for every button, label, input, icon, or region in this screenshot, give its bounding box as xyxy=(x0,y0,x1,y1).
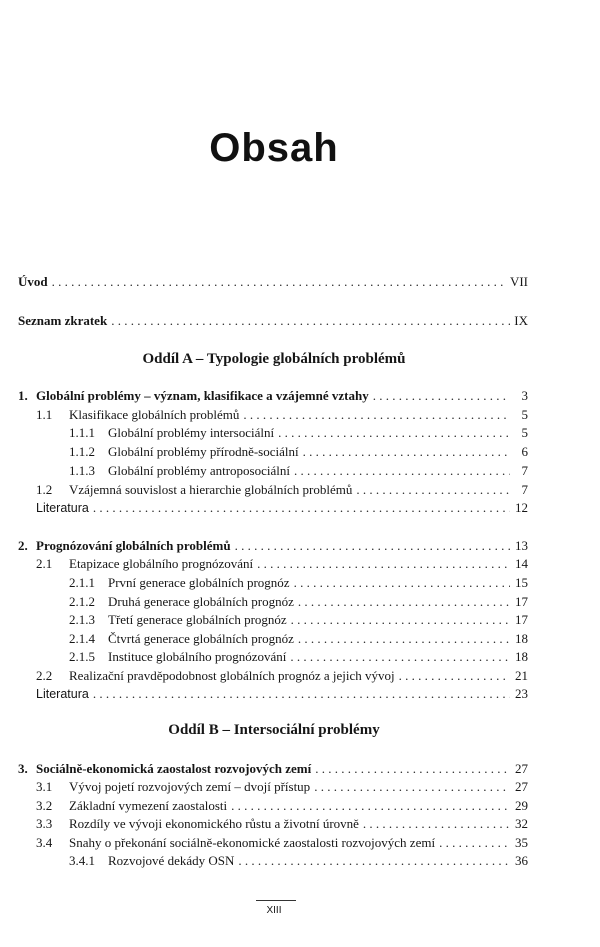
toc-entry-page: 27 xyxy=(515,779,528,794)
leader-dots xyxy=(52,273,506,291)
toc-chapter-number: 1. xyxy=(18,388,28,403)
leader-dots xyxy=(238,852,510,870)
leader-dots xyxy=(298,630,510,648)
toc-entry-3-4[interactable] xyxy=(36,834,528,852)
page-number: XIII xyxy=(266,905,282,916)
toc-entry-label: Instituce globálního prognózování xyxy=(108,649,287,664)
leader-dots xyxy=(303,443,510,461)
toc-entry-page: 17 xyxy=(515,612,528,627)
toc-entry-page: 5 xyxy=(521,407,528,422)
leader-dots xyxy=(373,387,510,405)
toc-entry-2-2[interactable] xyxy=(36,667,528,685)
toc-entry-literatura-2[interactable] xyxy=(36,685,528,703)
toc-chapter-label: Sociálně-ekonomická zaostalost rozvojových zemí xyxy=(36,761,312,776)
toc-entry-label: Literatura xyxy=(36,501,89,515)
toc-entry-number: 1.1.1 xyxy=(69,425,95,440)
toc-entry-number: 1.2 xyxy=(36,482,53,497)
leader-dots xyxy=(235,537,510,555)
toc-entry-number: 3.4 xyxy=(36,835,53,850)
leader-dots xyxy=(298,593,510,611)
section-heading-a: Oddíl A – Typologie globálních problémů xyxy=(142,351,406,367)
toc-entry-number: 2.2 xyxy=(36,668,53,683)
leader-dots xyxy=(231,797,510,815)
toc-entry-number: 1.1.2 xyxy=(69,444,95,459)
toc-entry-page: 18 xyxy=(515,649,528,664)
toc-entry-1-2[interactable] xyxy=(36,481,528,499)
leader-dots xyxy=(363,815,510,833)
toc-entry-label: Etapizace globálního prognózování xyxy=(69,556,254,571)
section-heading-b: Oddíl B – Intersociální problémy xyxy=(168,722,380,738)
toc-entry-1-1-2[interactable] xyxy=(69,443,528,461)
leader-dots xyxy=(315,760,510,778)
page-title: Obsah xyxy=(209,126,339,170)
toc-entry-literatura-1[interactable] xyxy=(36,499,528,517)
leader-dots xyxy=(93,499,510,517)
toc-entry-label: Literatura xyxy=(36,687,89,701)
toc-entry-label: Realizační pravděpodobnost globálních prognóz a jejich vývoj xyxy=(69,668,395,683)
toc-entry-number: 3.2 xyxy=(36,798,53,813)
toc-entry-page: 29 xyxy=(515,798,528,813)
toc-entry-3-2[interactable] xyxy=(36,797,528,815)
toc-entry-2-1[interactable] xyxy=(36,555,528,573)
toc-entry-page: 7 xyxy=(521,463,528,478)
toc-entry-number: 3.3 xyxy=(36,816,53,831)
toc-chapter-page: 27 xyxy=(515,761,528,776)
toc-entry-3-4-1[interactable] xyxy=(69,852,528,870)
toc-entry-page: 18 xyxy=(515,631,528,646)
toc-entry-page: 32 xyxy=(515,816,528,831)
toc-entry-label: První generace globálních prognóz xyxy=(108,575,290,590)
leader-dots xyxy=(243,406,510,424)
toc-entry-page: 36 xyxy=(515,853,528,868)
toc-entry-3-1[interactable] xyxy=(36,778,528,796)
leader-dots xyxy=(291,611,510,629)
toc-entry-label: Snahy o překonání sociálně-ekonomické zaostalosti rozvojových zemí xyxy=(69,835,436,850)
toc-chapter-number: 2. xyxy=(18,538,28,553)
toc-entry-label: Čtvrtá generace globálních prognóz xyxy=(108,631,294,646)
leader-dots xyxy=(399,667,510,685)
toc-entry-2-1-4[interactable] xyxy=(69,630,528,648)
toc-entry-number: 3.1 xyxy=(36,779,53,794)
toc-entry-label: Globální problémy intersociální xyxy=(108,425,275,440)
toc-entry-label: Rozvojové dekády OSN xyxy=(108,853,235,868)
toc-entry-3-3[interactable] xyxy=(36,815,528,833)
leader-dots xyxy=(111,312,510,330)
toc-entry-label: Druhá generace globálních prognóz xyxy=(108,594,294,609)
toc-entry-uvod[interactable] xyxy=(18,273,528,291)
toc-entry-page: 17 xyxy=(515,594,528,609)
toc-entry-page: IX xyxy=(514,313,528,328)
leader-dots xyxy=(439,834,510,852)
toc-entry-2-1-3[interactable] xyxy=(69,611,528,629)
toc-entry-page: 15 xyxy=(515,575,528,590)
leader-dots xyxy=(356,481,510,499)
toc-entry-label: Vývoj pojetí rozvojových zemí – dvojí přístup xyxy=(69,779,311,794)
leader-dots xyxy=(290,648,510,666)
leader-dots xyxy=(294,462,510,480)
footer-rule xyxy=(256,900,296,901)
toc-entry-number: 3.4.1 xyxy=(69,853,95,868)
toc-entry-1-1-1[interactable] xyxy=(69,424,528,442)
toc-chapter-label: Globální problémy – význam, klasifikace a vzájemné vztahy xyxy=(36,388,369,403)
leader-dots xyxy=(294,574,510,592)
toc-entry-number: 2.1.2 xyxy=(69,594,95,609)
toc-entry-page: VII xyxy=(509,274,528,289)
toc-entry-2-1-5[interactable] xyxy=(69,648,528,666)
toc-entry-page: 12 xyxy=(515,500,528,515)
toc-entry-label: Třetí generace globálních prognóz xyxy=(108,612,287,627)
toc-entry-label: Úvod xyxy=(18,274,48,289)
toc-entry-label: Seznam zkratek xyxy=(18,313,108,328)
toc-entry-label: Základní vymezení zaostalosti xyxy=(69,798,228,813)
toc-entry-label: Globální problémy antroposociální xyxy=(108,463,290,478)
toc-chapter-label: Prognózování globálních problémů xyxy=(36,538,231,553)
toc-entry-2-1-1[interactable] xyxy=(69,574,528,592)
leader-dots xyxy=(314,778,510,796)
leader-dots xyxy=(278,424,510,442)
toc-entry-label: Globální problémy přírodně-sociální xyxy=(108,444,299,459)
toc-entry-page: 21 xyxy=(515,668,528,683)
toc-entry-number: 2.1.1 xyxy=(69,575,95,590)
toc-entry-page: 5 xyxy=(521,425,528,440)
toc-entry-number: 2.1 xyxy=(36,556,53,571)
toc-chapter-3[interactable] xyxy=(18,760,528,778)
toc-entry-page: 7 xyxy=(521,482,528,497)
toc-entry-number: 2.1.4 xyxy=(69,631,95,646)
toc-entry-2-1-2[interactable] xyxy=(69,593,528,611)
toc-chapter-page: 3 xyxy=(521,388,528,403)
toc-entry-page: 6 xyxy=(521,444,528,459)
leader-dots xyxy=(257,555,510,573)
toc-entry-label: Rozdíly ve vývoji ekonomického růstu a životní úrovně xyxy=(69,816,359,831)
toc-entry-label: Klasifikace globálních problémů xyxy=(69,407,240,422)
toc-entry-page: 23 xyxy=(515,686,528,701)
toc-entry-number: 2.1.5 xyxy=(69,649,95,664)
toc-entry-page: 14 xyxy=(515,556,528,571)
toc-entry-number: 1.1 xyxy=(36,407,53,422)
toc-entry-number: 2.1.3 xyxy=(69,612,95,627)
toc-chapter-page: 13 xyxy=(515,538,528,553)
toc-chapter-2[interactable] xyxy=(18,537,528,555)
toc-chapter-number: 3. xyxy=(18,761,28,776)
toc-entry-page: 35 xyxy=(515,835,528,850)
toc-entry-seznam-zkratek[interactable] xyxy=(18,312,528,330)
toc-entry-1-1[interactable] xyxy=(36,406,528,424)
leader-dots xyxy=(93,685,510,703)
toc-entry-number: 1.1.3 xyxy=(69,463,95,478)
toc-entry-1-1-3[interactable] xyxy=(69,462,528,480)
toc-chapter-1[interactable] xyxy=(18,387,528,405)
toc-entry-label: Vzájemná souvislost a hierarchie globálních problémů xyxy=(69,482,353,497)
